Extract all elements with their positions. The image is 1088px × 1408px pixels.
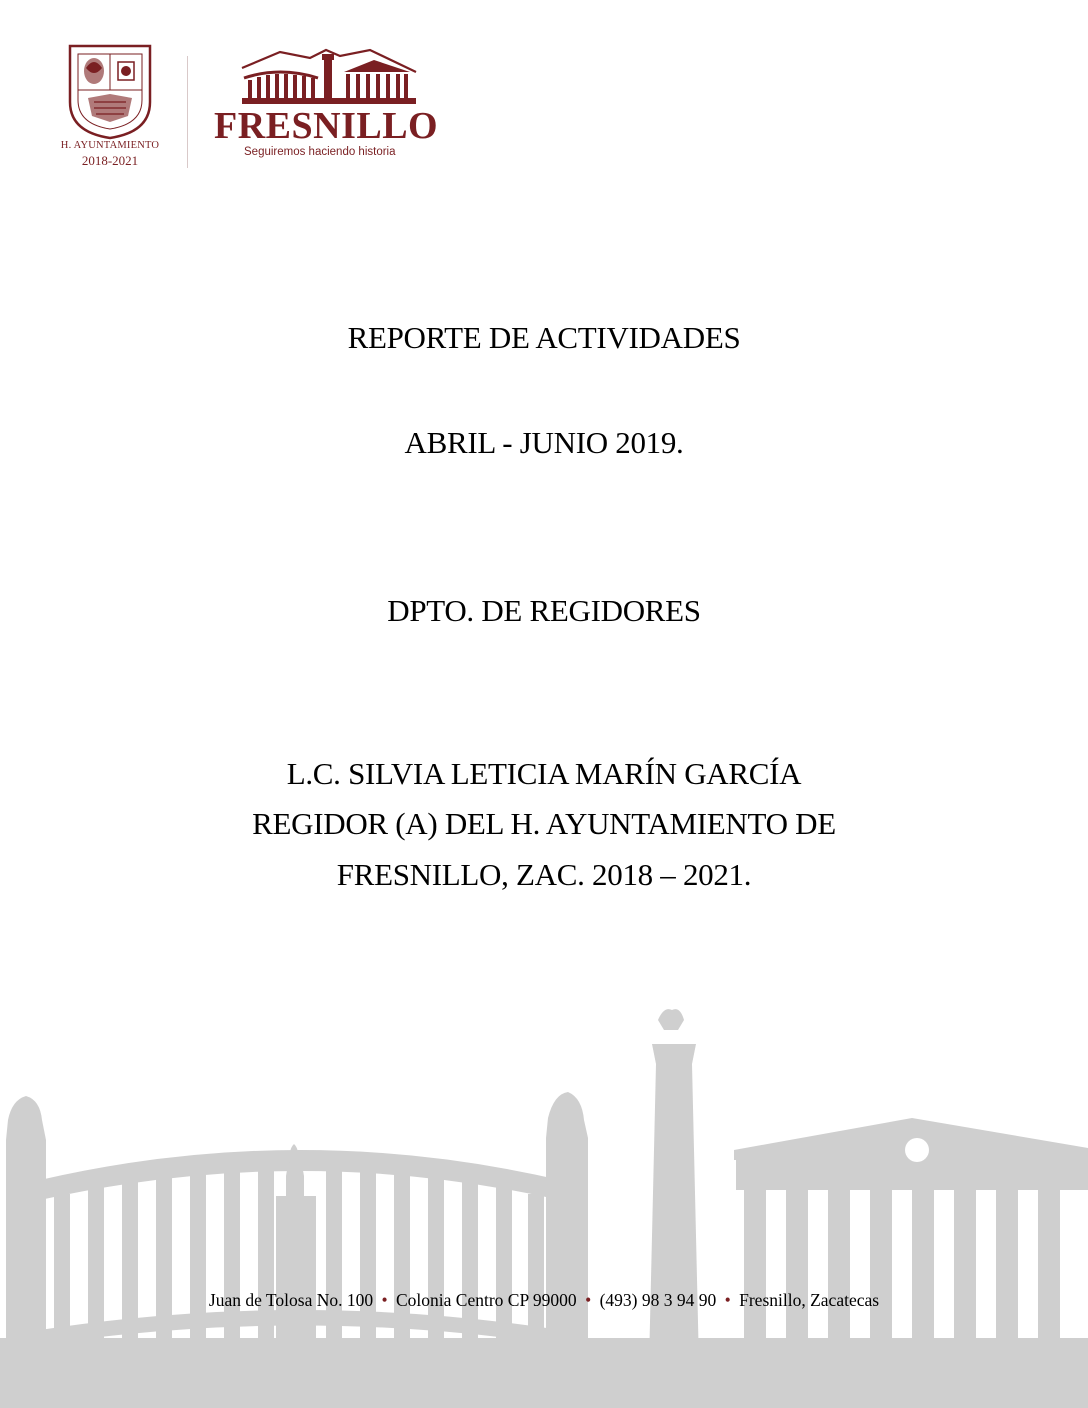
fresnillo-brand [214,48,439,168]
author-position: REGIDOR (A) DEL H. AYUNTAMIENTO DE [252,806,836,841]
brand-tagline: Seguiremos haciendo historia [244,146,396,158]
monument-silhouette [0,1000,1088,1408]
address-separator: • [585,1290,592,1310]
seal-caption-years: 2018-2021 [81,153,139,168]
address-separator: • [724,1290,731,1310]
monument-logo-icon [240,48,420,106]
address-phone: (493) 98 3 94 90 [599,1290,717,1310]
report-title: REPORTE DE ACTIVIDADES [347,320,741,355]
municipal-seal [60,40,160,170]
address-colony: Colonia Centro CP 99000 [396,1290,577,1310]
department-name: DPTO. DE REGIDORES [387,593,701,628]
seal-caption-council: H. AYUNTAMIENTO [60,140,160,151]
letterhead [60,40,460,180]
footer-address [0,1290,1088,1311]
address-city: Fresnillo, Zacatecas [739,1290,880,1310]
author-name: L.C. SILVIA LETICIA MARÍN GARCÍA [286,756,802,791]
address-street: Juan de Tolosa No. 100 [208,1290,374,1310]
header-divider [187,56,188,168]
address-separator: • [381,1290,388,1310]
report-period: ABRIL - JUNIO 2019. [404,425,684,460]
author-municipality: FRESNILLO, ZAC. 2018 – 2021. [336,857,752,892]
brand-name: FRESNILLO [214,105,439,147]
seal-emblem-icon [64,40,156,140]
